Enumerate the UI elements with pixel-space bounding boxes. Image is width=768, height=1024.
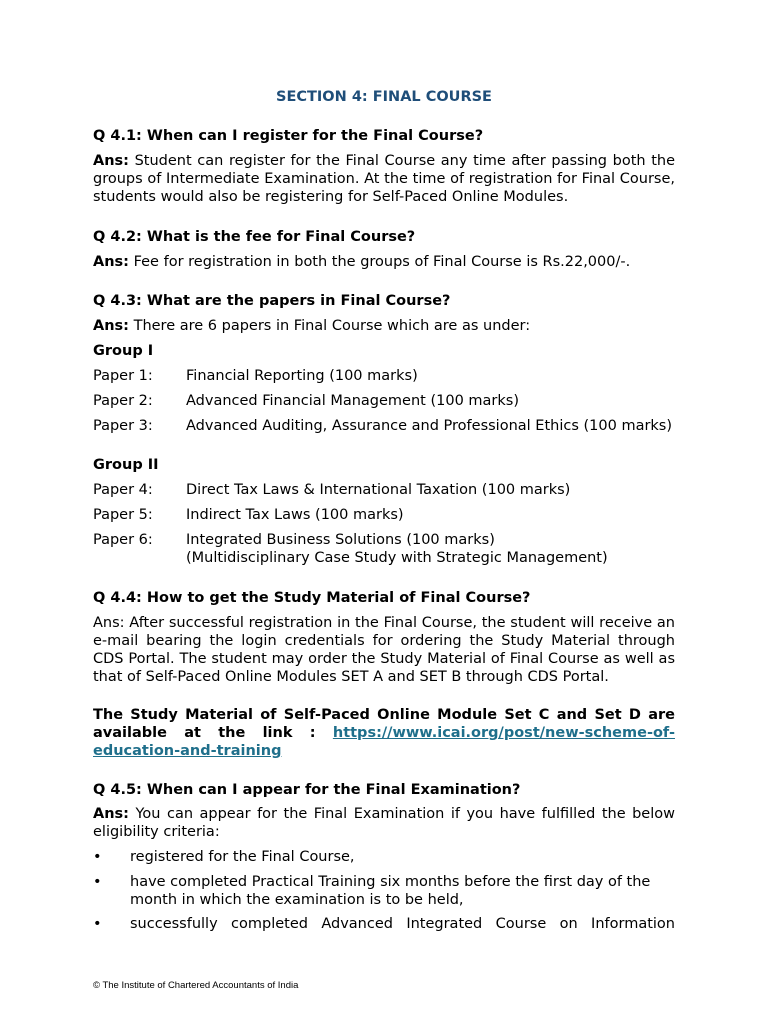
answer-label: Ans: bbox=[93, 254, 129, 270]
list-item-text: successfully completed Advanced Integrated Course on Information bbox=[130, 916, 675, 932]
group-2-title: Group II bbox=[93, 457, 159, 473]
question-4-5: Q 4.5: When can I appear for the Final Examination? bbox=[93, 782, 521, 798]
list-item-text: have completed Practical Training six months before the first day of the month in which the examination is to be held, bbox=[130, 874, 651, 908]
paper-title: Direct Tax Laws & International Taxation (100 marks) bbox=[186, 482, 571, 498]
paper-title: Advanced Auditing, Assurance and Professional Ethics (100 marks) bbox=[186, 418, 673, 434]
section-title: SECTION 4: FINAL COURSE bbox=[276, 89, 492, 105]
group-1-title: Group I bbox=[93, 343, 154, 359]
answer-text: There are 6 papers in Final Course which are as under: bbox=[128, 318, 531, 334]
answer-4-4: Ans: After successful registration in the Final Course, the student will receive an e-mail bearing the login credentials for ordering the Study Material through CDS Portal. The student may order the Study Material of Final Course as well as that of Self-Paced Online Modules SET A and SET B through CDS Portal. bbox=[93, 615, 675, 685]
paper-label: Paper 6: bbox=[93, 532, 153, 548]
question-4-4: Q 4.4: How to get the Study Material of Final Course? bbox=[93, 590, 531, 606]
paper-title: Integrated Business Solutions (100 marks) bbox=[186, 532, 495, 548]
question-4-1: Q 4.1: When can I register for the Final Course? bbox=[93, 128, 484, 144]
paper-title: Financial Reporting (100 marks) bbox=[186, 368, 418, 384]
paper-label: Paper 2: bbox=[93, 393, 153, 409]
bullet-icon: • bbox=[93, 849, 102, 865]
paper-label: Paper 1: bbox=[93, 368, 153, 384]
bullet-icon: • bbox=[93, 916, 102, 932]
study-material-note bbox=[93, 706, 675, 760]
study-material-link[interactable]: https://www.icai.org/post/new-scheme-of-education-and-training bbox=[93, 725, 675, 759]
list-item-text: registered for the Final Course, bbox=[130, 849, 355, 865]
page-footer: © The Institute of Chartered Accountants of India bbox=[93, 980, 299, 991]
paper-label: Paper 4: bbox=[93, 482, 153, 498]
paper-label: Paper 5: bbox=[93, 507, 153, 523]
question-4-2: Q 4.2: What is the fee for Final Course? bbox=[93, 229, 416, 245]
answer-text: You can appear for the Final Examination if you have fulfilled the below eligibility criteria: bbox=[93, 806, 675, 840]
answer-4-2 bbox=[93, 253, 675, 271]
question-4-3: Q 4.3: What are the papers in Final Course? bbox=[93, 293, 451, 309]
paper-title: Advanced Financial Management (100 marks) bbox=[186, 393, 519, 409]
answer-4-1 bbox=[93, 152, 675, 206]
answer-label: Ans: bbox=[93, 153, 129, 169]
answer-4-3 bbox=[93, 317, 675, 335]
bullet-icon: • bbox=[93, 874, 102, 890]
paper-subtitle: (Multidisciplinary Case Study with Strategic Management) bbox=[186, 550, 608, 566]
answer-label: Ans: bbox=[93, 806, 129, 822]
answer-text: Fee for registration in both the groups of Final Course is Rs.22,000/-. bbox=[128, 254, 631, 270]
note-text: The Study Material of Self-Paced Online Module Set C and Set D are available at the link : bbox=[93, 707, 675, 741]
paper-label: Paper 3: bbox=[93, 418, 153, 434]
answer-text: Student can register for the Final Course any time after passing both the groups of Intermediate Examination. At the time of registration for Final Course, students would also be registering for Self-Paced Online Modules. bbox=[93, 153, 675, 205]
answer-4-5 bbox=[93, 805, 675, 841]
paper-title: Indirect Tax Laws (100 marks) bbox=[186, 507, 404, 523]
answer-label: Ans: bbox=[93, 318, 129, 334]
